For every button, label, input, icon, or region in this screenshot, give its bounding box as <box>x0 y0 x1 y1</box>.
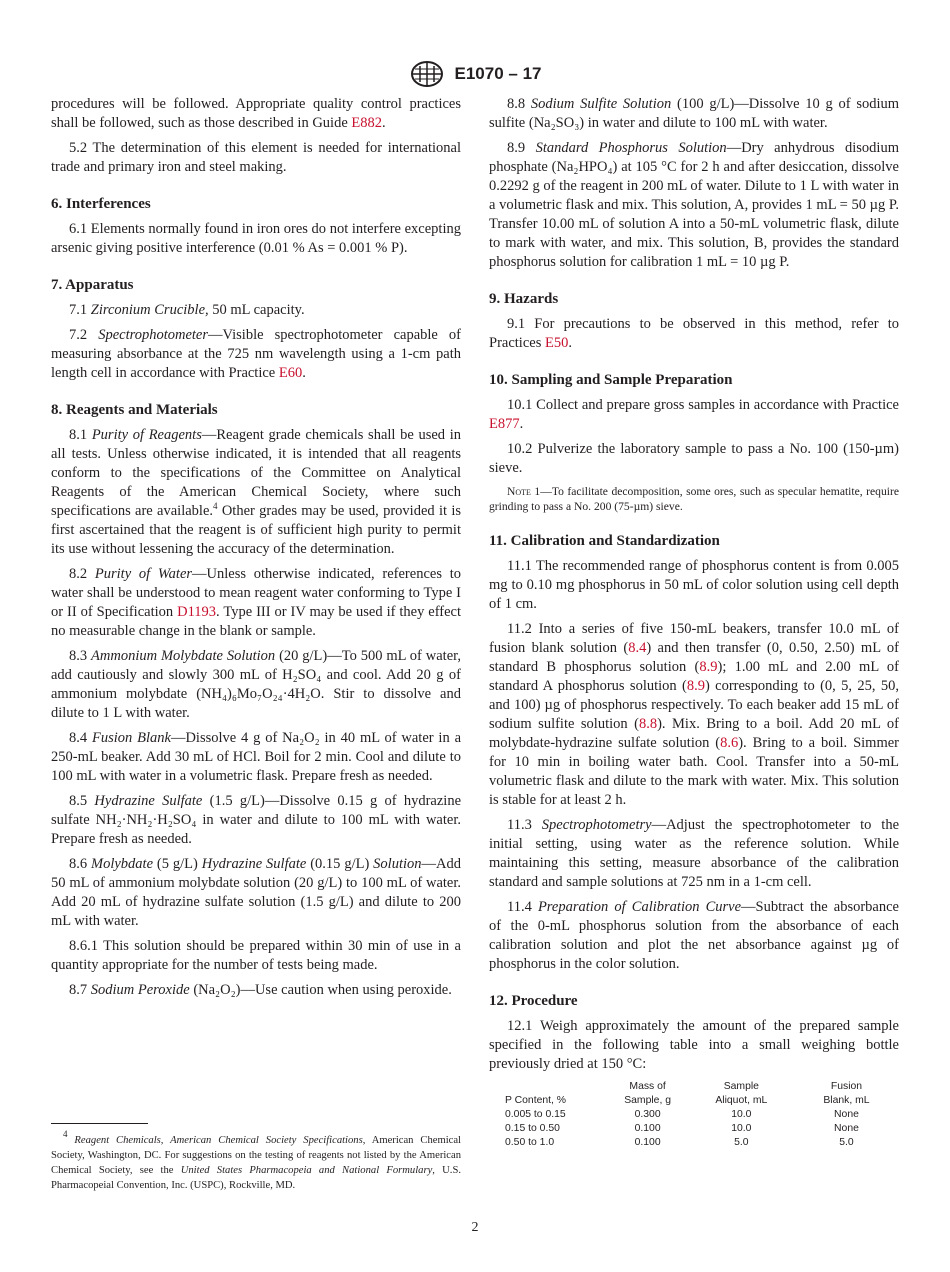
paragraph-12-1: 12.1 Weigh approximately the amount of the prepared sample specified in the following table into a small weighing bottle previously dried at 150 °C: <box>489 1018 899 1072</box>
table-header-cell: Fusion Blank, mL <box>823 1081 870 1106</box>
section-heading-sampling: 10. Sampling and Sample Preparation <box>489 372 733 388</box>
footnote-ref[interactable]: 4 <box>213 501 218 511</box>
table-row <box>505 1122 899 1136</box>
table-cell: 5.0 <box>839 1137 854 1148</box>
section-heading-calibration: 11. Calibration and Standardization <box>489 533 720 549</box>
ref-8-6-link[interactable]: 8.6 <box>720 735 739 751</box>
section-heading-hazards: 9. Hazards <box>489 291 559 307</box>
ref-e882-link[interactable]: E882 <box>351 115 383 131</box>
sample-mass-table <box>505 1080 899 1150</box>
table-cell: 0.100 <box>634 1137 661 1148</box>
paragraph-11-2: 11.2 Into a series of five 150-mL beakers, transfer 10.0 mL of fusion blank solution (8.4) and then transfer (0, 0.50, 2.50) mL of standard B phosphorus solution (8.9); 1.00 mL and 2.00 mL of standard A phosphorus solution (8.9) corresponding to (0, 5, 25, 50, and 100) µg of phosphorus respectively. To each beaker add 15 mL of sodium sulfite solution (8.8). Mix. Bring to a boil. Add 20 mL of molybdate-hydrazine sulfate solution (8.6). Bring to a boil. Simmer for 10 min in boiling water bath. Cool. Transfer into a 50-mL volumetric flask and dilute to the mark with water. Mix. This solution is stable for at least 2 h. <box>489 621 899 808</box>
table-cell: 5.0 <box>734 1137 749 1148</box>
ref-8-4-link[interactable]: 8.4 <box>628 640 647 656</box>
paragraph-11-1: 11.1 The recommended range of phosphorus content is from 0.005 mg to 0.10 mg phosphorus in 50 mL of color solution using cell depth of 1 cm. <box>489 558 899 612</box>
paragraph-9-1: 9.1 For precautions to be observed in this method, refer to Practices E50. <box>489 316 899 351</box>
table-row <box>505 1108 899 1122</box>
table-header-row <box>505 1080 899 1108</box>
table-cell: None <box>834 1123 859 1134</box>
paragraph-7-1: 7.1 Zirconium Crucible, 50 mL capacity. <box>69 302 305 318</box>
table-header-cell: Sample Aliquot, mL <box>715 1081 768 1106</box>
paragraph-5-2: 5.2 The determination of this element is needed for international trade and primary iron and steel making. <box>51 140 461 175</box>
paragraph-8-4: 8.4 Fusion Blank—Dissolve 4 g of Na₂O₂ in 40 mL of water in a 250-mL beaker. Add 30 mL of HCl. Boil for 2 min. Cool and dilute to 100 mL with water in a volumetric flask. Prepare fresh as needed. <box>51 730 461 784</box>
footnote-divider <box>51 1123 148 1124</box>
paragraph-8-6: 8.6 Molybdate (5 g/L) Hydrazine Sulfate (0.15 g/L) Solution—Add 50 mL of ammonium molybdate solution (20 g/L) to 100 mL of water. Add 20 mL of hydrazine sulfate solution (1.5 g/L) and dilute to 200 mL with water. <box>51 856 461 929</box>
footnote-4: $^4$ Reagent Chemicals, American Chemical Society Specifications, American Chemical Society, Washington, DC. For suggestions on the testing of reagents not listed by the American Chemical Society, see the United States Pharmacopeia and National Formulary, U.S. Pharmacopeial Convention, Inc. (USPC), Rockville, MD. <box>51 1129 461 1191</box>
paragraph-8-3: 8.3 Ammonium Molybdate Solution (20 g/L)—To 500 mL of water, add cautiously and slowly 300 mL of H₂SO₄ and cool. Add 20 g of ammonium molybdate (NH₄)₆Mo₇O₂₄·4H₂O. Stir to dissolve and dilute to 1 L with water. <box>51 648 462 721</box>
table-cell: 10.0 <box>731 1109 752 1120</box>
standard-designation: E1070 – 17 <box>454 64 542 83</box>
page-number: 2 <box>471 1220 479 1235</box>
paragraph-8-8: 8.8 Sodium Sulfite Solution (100 g/L)—Dissolve 10 g of sodium sulfite (Na₂SO₃) in water and dilute to 100 mL with water. <box>489 96 900 131</box>
paragraph-11-4: 11.4 Preparation of Calibration Curve—Subtract the absorbance of the 0-mL phosphorus solution from the absorbance of each calibration solution and plot the net absorbance against µg of phosphorus in the color solution. <box>489 899 899 972</box>
table-cell: 0.100 <box>634 1123 661 1134</box>
ref-8-9-link[interactable]: 8.9 <box>699 659 718 675</box>
table-header-cell: P Content, % <box>505 1095 567 1106</box>
table-cell: 0.50 to 1.0 <box>505 1137 555 1148</box>
ref-d1193-link[interactable]: D1193 <box>177 604 217 620</box>
table-row <box>505 1136 899 1150</box>
ref-e877-link[interactable]: E877 <box>489 416 520 432</box>
table-header-cell: Mass of Sample, g <box>624 1081 672 1106</box>
paragraph-11-3: 11.3 Spectrophotometry—Adjust the spectrophotometer to the initial setting, using water as the reference solution. While maintaining this setting, measure absorbance of the calibration standard and sample solutions at 725 nm in a 1-cm cell. <box>489 817 900 890</box>
section-heading-apparatus: 7. Apparatus <box>51 277 134 293</box>
page-header <box>0 60 950 88</box>
paragraph-7-2: 7.2 Spectrophotometer—Visible spectrophotometer capable of measuring absorbance at the 725 nm wavelength using a 1-cm path length cell in accordance with Practice E60. <box>51 327 461 381</box>
section-heading-reagents: 8. Reagents and Materials <box>51 402 218 418</box>
right-column <box>489 95 899 1150</box>
table-cell: 10.0 <box>731 1123 752 1134</box>
ref-e50-link[interactable]: E50 <box>544 335 569 351</box>
paragraph-10-1: 10.1 Collect and prepare gross samples in accordance with Practice E877. <box>489 397 899 432</box>
ref-8-9-link[interactable]: 8.9 <box>686 678 705 694</box>
table-cell: None <box>834 1109 859 1120</box>
note-1: Note 1—To facilitate decomposition, some ores, such as specular hematite, require grinding to pass a No. 200 (75-µm) sieve. <box>489 485 900 513</box>
table-cell: 0.300 <box>634 1109 661 1120</box>
paragraph-8-5: 8.5 Hydrazine Sulfate (1.5 g/L)—Dissolve 0.15 g of hydrazine sulfate NH₂·NH₂·H₂SO₄ in water and dilute to 100 mL with water. Prepare fresh as needed. <box>51 793 462 847</box>
ref-8-8-link[interactable]: 8.8 <box>638 716 658 732</box>
table-cell: 0.005 to 0.15 <box>505 1109 566 1120</box>
paragraph-continued: procedures will be followed. Appropriate quality control practices shall be followed, such as those described in Guide E882. <box>51 96 461 131</box>
paragraph-8-7: 8.7 Sodium Peroxide (Na₂O₂)—Use caution when using peroxide. <box>69 982 452 998</box>
paragraph-8-2: 8.2 Purity of Water—Unless otherwise indicated, references to water shall be understood to mean reagent water conforming to Type I or II of Specification D1193. Type III or IV may be used if they effect no measurable change in the blank or sample. <box>51 566 462 639</box>
astm-logo-icon <box>409 60 445 88</box>
section-heading-procedure: 12. Procedure <box>489 993 578 1009</box>
paragraph-8-9: 8.9 Standard Phosphorus Solution—Dry anhydrous disodium phosphate (Na₂HPO₄) at 105 °C for 2 h and after desiccation, dissolve 0.2292 g of the reagent in 200 mL of water. Dilute to 1 L with water in a volumetric flask and mix. This solution, A, provides 1 mL = 50 µg P. Transfer 10.00 mL of solution A into a 50-mL volumetric flask, dilute to mark with water, and mix. This solution, B, provides the standard phosphorus solution for calibration 1 mL = 10 µg P. <box>489 140 899 270</box>
left-column <box>51 95 461 1006</box>
ref-e60-link[interactable]: E60 <box>278 365 303 381</box>
paragraph-6-1: 6.1 Elements normally found in iron ores do not interfere excepting arsenic giving positive interference (0.01 % As = 0.001 % P). <box>51 221 461 256</box>
paragraph-10-2: 10.2 Pulverize the laboratory sample to pass a No. 100 (150-µm) sieve. <box>489 441 899 476</box>
section-heading-interferences: 6. Interferences <box>51 196 151 212</box>
paragraph-8-6-1: 8.6.1 This solution should be prepared within 30 min of use in a quantity appropriate for the number of tests being made. <box>51 938 461 973</box>
paragraph-8-1: 8.1 Purity of Reagents—Reagent grade chemicals shall be used in all tests. Unless otherwise indicated, it is intended that all reagents conform to the specifications of the Committee on Analytical Reagents of the American Chemical Society, where such specifications are available.$^4$ Other grades may be used, provided it is first ascertained that the reagent is of sufficient high purity to permit its use without lessening the accuracy of the determination. <box>51 427 462 557</box>
table-cell: 0.15 to 0.50 <box>505 1123 560 1134</box>
